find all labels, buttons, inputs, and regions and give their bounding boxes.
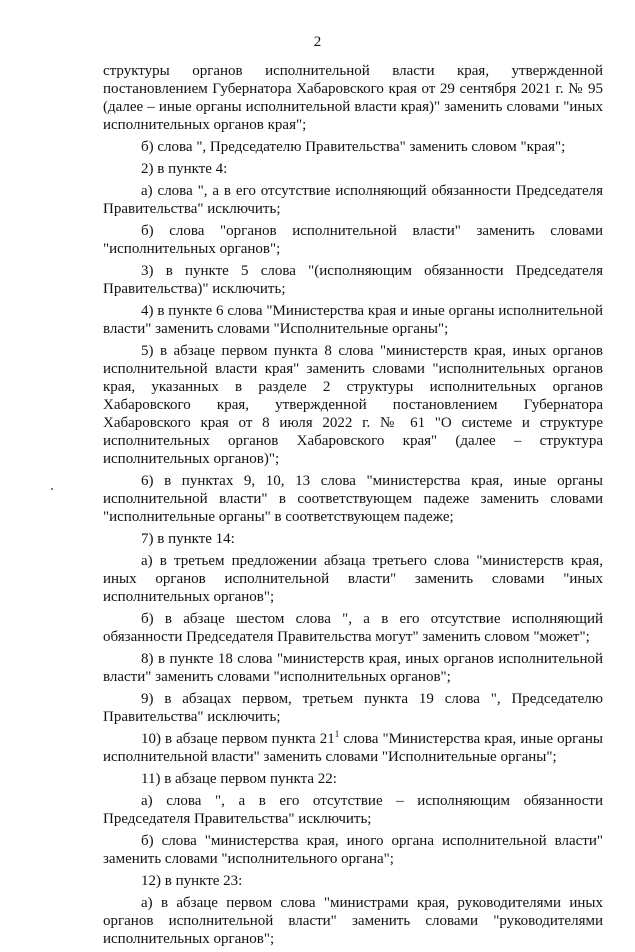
paragraph-10-end: слова "Министерства края, иные органы исполнительной власти" заменить словами "Исполнительные органы"; [103,731,603,765]
paragraph-11b: б) слова "министерства края, иного органа исполнительной власти" заменить словами "исполнительного органа"; [103,833,603,867]
paragraph-10 [103,730,603,766]
paragraph-6: 6) в пунктах 9, 10, 13 слова "министерства края, иные органы исполнительной власти" в соответствующем падеже заменить словами "исполнительные органы" в соответствующем падеже; [103,473,603,525]
paragraph-3: 3) в пункте 5 слова "(исполняющим обязанности Председателя Правительства)" исключить; [103,263,603,297]
paragraph-10-superscript: 1 [334,729,340,739]
page-number: 2 [313,34,322,50]
paragraph-7: 7) в пункте 14: [141,531,235,547]
paragraph-12: 12) в пункте 23: [141,873,243,889]
paragraph-5: 5) в абзаце первом пункта 8 слова "министерств края, иных органов исполнительной власти края" заменить словами "исполнительных органов края, указанных в разделе 2 структуры исполнительных органов Хабаровского края, утвержденной постановлением Губернатора Хабаровского края от 8 июля 2022 г. № 61 "О системе и структуре исполнительных органов Хабаровского края" (далее – структура исполнительных органов)"; [103,343,603,467]
paragraph-8: 8) в пункте 18 слова "министерств края, иных органов исполнительной власти" заменить словами "исполнительных органов"; [103,651,603,685]
paragraph-11a: а) слова ", а в его отсутствие – исполняющим обязанности Председателя Правительства" исключить; [103,793,603,827]
paragraph-1b: б) слова ", Председателю Правительства" заменить словом "края"; [141,139,566,155]
paragraph-4: 4) в пункте 6 слова "Министерства края и иные органы исполнительной власти" заменить словами "Исполнительные органы"; [103,303,603,337]
paragraph-9: 9) в абзацах первом, третьем пункта 19 слова ", Председателю Правительства" исключить; [103,691,603,725]
paragraph-11: 11) в абзаце первом пункта 22: [141,771,337,787]
paragraph-2a: а) слова ", а в его отсутствие исполняющий обязанности Председателя Правительства" исключить; [103,183,603,217]
paragraph-7a: а) в третьем предложении абзаца третьего слова "министерств края, иных органов исполнительной власти" заменить словами "иных исполнительных органов"; [103,553,603,605]
paragraph-10-start: 10) в абзаце первом пункта 21 [141,731,335,747]
paragraph-12a: а) в абзаце первом слова "министрами края, руководителями иных органов исполнительной власти" заменить словами "руководителями исполнительных органов"; [103,895,603,947]
paragraph-7b: б) в абзаце шестом слова ", а в его отсутствие исполняющий обязанности Председателя Правительства могут" заменить словом "может"; [103,611,603,645]
paragraph-2b: б) слова "органов исполнительной власти" заменить словами "исполнительных органов"; [103,223,603,257]
document-body [103,62,603,952]
paragraph-2: 2) в пункте 4: [141,161,228,177]
scan-speck [51,488,53,490]
paragraph-continuation: структуры органов исполнительной власти края, утвержденной постановлением Губернатора Хабаровского края от 29 сентября 2021 г. № 95 (далее – иные органы исполнительной власти края)" заменить словами "иных исполнительных органов края"; [103,63,603,133]
